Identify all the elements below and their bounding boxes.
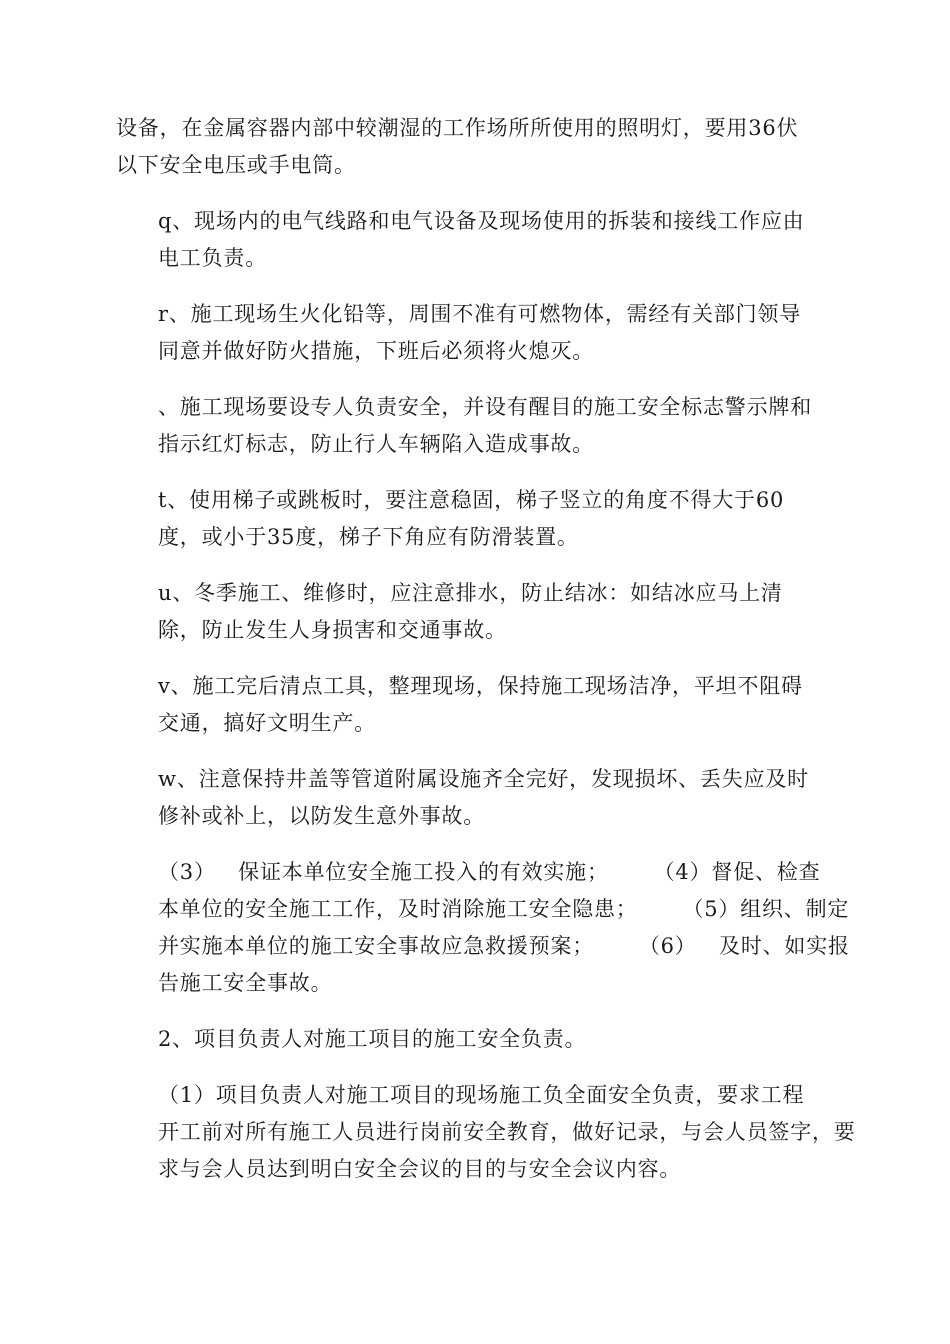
text-line: （3） 保证本单位安全施工投入的有效实施； （4）督促、检查 <box>158 860 821 884</box>
paragraph-item-v <box>116 668 836 742</box>
text-line: 同意并做好防火措施，下班后必须将火熄灭。 <box>158 339 594 363</box>
paragraph-item-q <box>116 203 836 277</box>
document-body <box>116 110 856 1207</box>
text-line: 2、项目负责人对施工项目的施工安全负责。 <box>158 1027 587 1051</box>
text-line: t、使用梯子或跳板时，要注意稳固，梯子竖立的角度不得大于60 <box>158 488 785 512</box>
text-line: 指示红灯标志，防止行人车辆陷入造成事故。 <box>158 432 594 456</box>
text-line: 、施工现场要设专人负责安全，并设有醒目的施工安全标志警示牌和 <box>158 395 812 419</box>
text-line: 并实施本单位的施工安全事故应急救援预案； （6） 及时、如实报 <box>158 934 850 958</box>
text-line: r、施工现场生火化铅等，周围不准有可燃物体，需经有关部门领导 <box>158 302 802 326</box>
text-line: q、现场内的电气线路和电气设备及现场使用的拆装和接线工作应由 <box>158 209 805 233</box>
text-line: （1）项目负责人对施工项目的现场施工负全面安全负责，要求工程 <box>158 1083 805 1107</box>
text-line: 求与会人员达到明白安全会议的目的与安全会议内容。 <box>158 1157 682 1181</box>
text-line: 除，防止发生人身损害和交通事故。 <box>158 618 507 642</box>
text-line: w、注意保持井盖等管道附属设施齐全完好，发现损坏、丢失应及时 <box>158 767 809 791</box>
text-line: u、冬季施工、维修时，应注意排水，防止结冰：如结冰应马上清 <box>158 581 783 605</box>
text-line: 度，或小于35度，梯子下角应有防滑装置。 <box>158 525 579 549</box>
paragraph-section-2-item-1 <box>116 1077 856 1188</box>
text-line: 电工负责。 <box>158 246 267 270</box>
paragraph-duties-3-6 <box>116 854 850 1002</box>
text-line: 修补或补上，以防发生意外事故。 <box>158 804 485 828</box>
paragraph-lighting <box>116 110 836 184</box>
text-line: 告施工安全事故。 <box>158 971 333 995</box>
paragraph-section-2 <box>116 1021 836 1058</box>
text-line: 以下安全电压或手电筒。 <box>116 153 356 177</box>
text-line: v、施工完后清点工具，整理现场，保持施工现场洁净，平坦不阻碍 <box>158 674 803 698</box>
text-line: 交通，搞好文明生产。 <box>158 711 376 735</box>
paragraph-item-u <box>116 575 836 649</box>
text-line: 本单位的安全施工工作，及时消除施工安全隐患； （5）组织、制定 <box>158 897 850 921</box>
paragraph-item-t <box>116 482 836 556</box>
paragraph-item-w <box>116 761 836 835</box>
text-line: 设备，在金属容器内部中较潮湿的工作场所所使用的照明灯，要用36伏 <box>116 116 799 140</box>
text-line: 开工前对所有施工人员进行岗前安全教育，做好记录，与会人员签字，要 <box>158 1120 856 1144</box>
paragraph-item-s <box>116 389 836 463</box>
paragraph-item-r <box>116 296 836 370</box>
